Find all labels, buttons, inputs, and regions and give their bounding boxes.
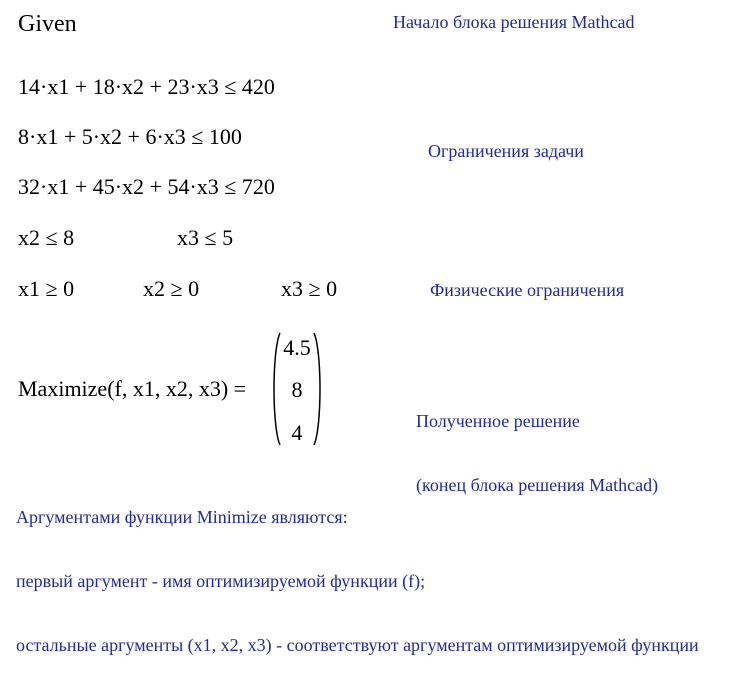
result-value-x3: 4 [291,420,303,445]
maximize-expression: Maximize(f, x1, x2, x3) = [18,376,247,401]
x2-lower-bound: x2 ≥ 0 [143,276,200,301]
minimize-arguments-note [16,465,699,699]
solution-block-start-note: Начало блока решения Mathcad [393,12,635,32]
result-note-line-2: (конец блока решения Mathcad) [416,475,659,496]
constraint-equation-1: 14·x1 + 18·x2 + 23·x3 ≤ 420 [18,74,275,99]
result-vector [268,329,326,449]
bottom-note-line-2: первый аргумент - имя оптимизируемой функции (f); [16,571,426,592]
x1-lower-bound: x1 ≥ 0 [18,276,75,301]
problem-constraints-note: Ограничения задачи [428,141,584,161]
constraint-equation-3: 32·x1 + 45·x2 + 54·x3 ≤ 720 [18,174,275,199]
given-keyword: Given [18,11,77,37]
result-value-x2: 8 [291,377,303,402]
constraint-equation-2: 8·x1 + 5·x2 + 6·x3 ≤ 100 [18,124,242,149]
bottom-note-line-3: остальные аргументы (x1, x2, x3) - соответствуют аргументам оптимизируемой функции [16,634,699,655]
x3-lower-bound: x3 ≥ 0 [281,276,338,301]
result-note-line-1: Полученное решение [416,411,580,432]
x2-upper-bound: x2 ≤ 8 [18,225,75,250]
physical-constraints-note: Физические ограничения [430,280,625,300]
bottom-note-line-1: Аргументами функции Minimize являются: [16,507,348,528]
x3-upper-bound: x3 ≤ 5 [177,225,234,250]
result-value-x1: 4.5 [283,335,311,360]
